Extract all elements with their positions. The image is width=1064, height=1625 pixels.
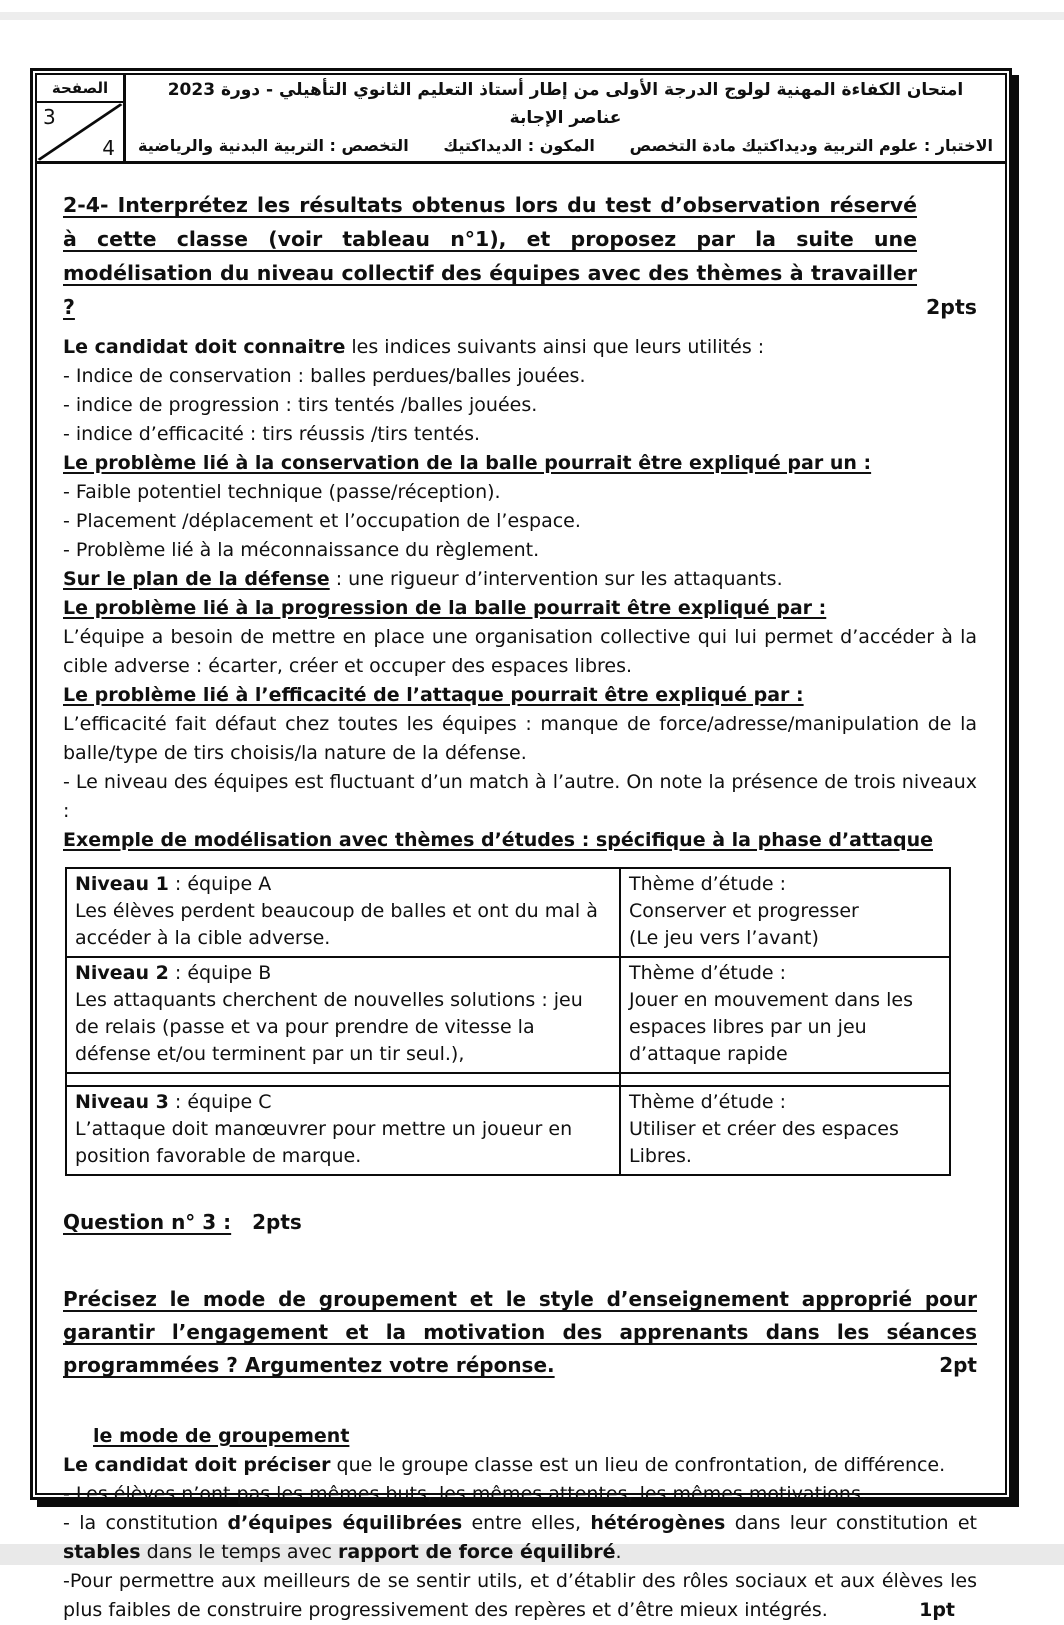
section-2-4-points: 2pts (926, 295, 977, 319)
conservation-heading: Le problème lié à la conservation de la balle pourrait être expliqué par un : (63, 452, 872, 474)
constitution-seg-8: . (615, 1541, 622, 1563)
meta-exam: الاختبار : علوم التربية وديداكتيك مادة التخصص (629, 136, 993, 155)
theme-2-line1: Jouer en mouvement dans les espaces libres par un jeu d’attaque rapide (629, 989, 913, 1065)
final-paragraph (63, 1567, 977, 1625)
header-meta-line (138, 136, 993, 155)
constitution-seg-7: rapport de force équilibré (337, 1541, 616, 1563)
niveau-2-bold: Niveau 2 (75, 962, 169, 984)
final-points: 1pt (919, 1599, 955, 1621)
page-current: 3 (43, 105, 56, 129)
spacer-cell-left (66, 1073, 620, 1086)
theme-1-line1: Conserver et progresser (629, 900, 859, 922)
list-item-faible-potentiel: - Faible potentiel technique (passe/réception). (63, 481, 501, 503)
page-number-box (37, 75, 126, 161)
question-3-label: Question n° 3 : (63, 1210, 232, 1234)
theme-1-line2: (Le jeu vers l’avant) (629, 927, 819, 949)
niveau-1-cell (66, 868, 620, 957)
page-total: 4 (102, 136, 115, 160)
question-3-label-row (63, 1208, 977, 1237)
table-row-niveau-2 (66, 957, 950, 1073)
list-item-indice-conservation: - Indice de conservation : balles perdues/balles jouées. (63, 365, 586, 387)
preciser-bold: Le candidat doit préciser (63, 1454, 331, 1476)
question-3-prompt (63, 1283, 977, 1382)
grouping-heading: le mode de groupement (93, 1425, 350, 1447)
page-label: الصفحة (37, 75, 123, 103)
eleves-line: - Les élèves n’ont pas les mêmes buts, les mêmes attentes, les mêmes motivations. (63, 1483, 867, 1505)
constitution-seg-2: entre elles, (462, 1512, 591, 1534)
exam-header (37, 75, 1005, 164)
meta-specialty: التخصص : التربية البدنية والرياضية (138, 136, 409, 155)
theme-3-cell (620, 1086, 950, 1175)
progression-text: L’équipe a besoin de mettre en place une organisation collective qui lui permet d’accéder à la cible adverse : écarter, créer et occuper des espaces libres. (63, 626, 977, 677)
theme-3-label: Thème d’étude : (629, 1091, 787, 1113)
table-row-spacer (66, 1073, 950, 1086)
niveau-2-rest: : équipe B (168, 962, 272, 984)
niveau-2-cell (66, 957, 620, 1073)
niveau-1-bold: Niveau 1 (75, 873, 169, 895)
scan-artifact-strip-top (0, 12, 1064, 20)
constitution-seg-0: - la constitution (63, 1512, 228, 1534)
answer-elements-title: عناصر الإجابة (509, 108, 622, 128)
list-item-reglement: - Problème lié à la méconnaissance du règlement. (63, 539, 540, 561)
preciser-rest: que le groupe classe est un lieu de confrontation, de différence. (330, 1454, 946, 1476)
header-text (126, 75, 1005, 161)
defense-rest: : une rigueur d’intervention sur les attaquants. (329, 568, 783, 590)
theme-1-label: Thème d’étude : (629, 873, 787, 895)
niveau-1-description: Les élèves perdent beaucoup de balles et ont du mal à accéder à la cible adverse. (75, 900, 598, 949)
list-item-indice-progression: - indice de progression : tirs tentés /balles jouées. (63, 394, 538, 416)
table-row-niveau-3 (66, 1086, 950, 1175)
niveau-3-title (75, 1089, 611, 1116)
spacer-cell-right (620, 1073, 950, 1086)
theme-2-cell (620, 957, 950, 1073)
efficacite-text: L’efficacité fait défaut chez toutes les équipes : manque de force/adresse/manipulation de la balle/type de tirs choisis/la nature de la défense. (63, 713, 977, 764)
list-item-indice-efficacite: - indice d’efficacité : tirs réussis /tirs tentés. (63, 423, 481, 445)
page-inner-frame (35, 73, 1007, 1621)
question-3-prompt-points: 2pt (939, 1353, 977, 1377)
defense-bold: Sur le plan de la défense (63, 568, 330, 590)
niveau-3-cell (66, 1086, 620, 1175)
niveau-1-title (75, 871, 611, 898)
constitution-seg-4: dans leur constitution et (725, 1512, 977, 1534)
constitution-seg-3: hétérogènes (590, 1512, 726, 1534)
constitution-paragraph (63, 1509, 977, 1567)
page-number-cell (37, 103, 123, 161)
intro-bold: Le candidat doit connaitre (63, 336, 346, 358)
list-item-placement: - Placement /déplacement et l’occupation de l’espace. (63, 510, 581, 532)
modelisation-table (65, 867, 951, 1176)
niveau-text: - Le niveau des équipes est fluctuant d’un match à l’autre. On note la présence de trois niveaux : (63, 771, 977, 822)
section-2-4-heading-text: 2-4- Interprétez les résultats obtenus lors du test d’observation réservé à cette classe (voir tableau n°1), et proposez par la suite une modélisation du niveau collectif des équipes avec des thèmes à travailler ? (63, 193, 917, 319)
section-2-4-heading (63, 188, 977, 324)
question-3-prompt-text: Précisez le mode de groupement et le style d’enseignement approprié pour garantir l’engagement et la motivation des apprenants dans les séances programmées ? Argumentez votre réponse. (63, 1287, 977, 1377)
niveau-3-bold: Niveau 3 (75, 1091, 169, 1113)
question-3-points: 2pts (252, 1210, 302, 1234)
theme-1-cell (620, 868, 950, 957)
theme-3-line1: Utiliser et créer des espaces Libres. (629, 1118, 899, 1167)
niveau-3-description: L’attaque doit manœuvrer pour mettre un joueur en position favorable de marque. (75, 1118, 573, 1167)
theme-2-label: Thème d’étude : (629, 962, 787, 984)
niveau-2-description: Les attaquants cherchent de nouvelles solutions : jeu de relais (passe et va pour prendre de vitesse la défense et/ou terminent par un tir seul.), (75, 989, 583, 1065)
answer-content (37, 164, 1005, 1625)
meta-component: المكون : الديداكتيك (443, 136, 595, 155)
exam-title: امتحان الكفاءة المهنية لولوج الدرجة الأولى من إطار أستاذ التعليم الثانوي التأهيلي - دورة 2023 (167, 80, 964, 100)
table-row-niveau-1 (66, 868, 950, 957)
preciser-paragraph (63, 1451, 977, 1480)
progression-heading: Le problème lié à la progression de la balle pourrait être expliqué par : (63, 597, 827, 619)
exemple-heading: Exemple de modélisation avec thèmes d’études : spécifique à la phase d’attaque (63, 829, 933, 851)
final-text: -Pour permettre aux meilleurs de se sentir utils, et d’établir des rôles sociaux et aux élèves les plus faibles de construire progressivement des repères et d’être mieux intégrés. (63, 1570, 977, 1621)
defense-paragraph (63, 565, 977, 594)
page-frame (30, 68, 1012, 1621)
intro-paragraph (63, 333, 977, 362)
intro-rest: les indices suivants ainsi que leurs utilités : (345, 336, 765, 358)
constitution-seg-5: stables (63, 1541, 141, 1563)
niveau-3-rest: : équipe C (168, 1091, 272, 1113)
niveau-1-rest: : équipe A (168, 873, 272, 895)
niveau-2-title (75, 960, 611, 987)
constitution-seg-1: d’équipes équilibrées (227, 1512, 463, 1534)
constitution-seg-6: dans le temps avec (140, 1541, 338, 1563)
efficacite-heading: Le problème lié à l’efficacité de l’attaque pourrait être expliqué par : (63, 684, 804, 706)
